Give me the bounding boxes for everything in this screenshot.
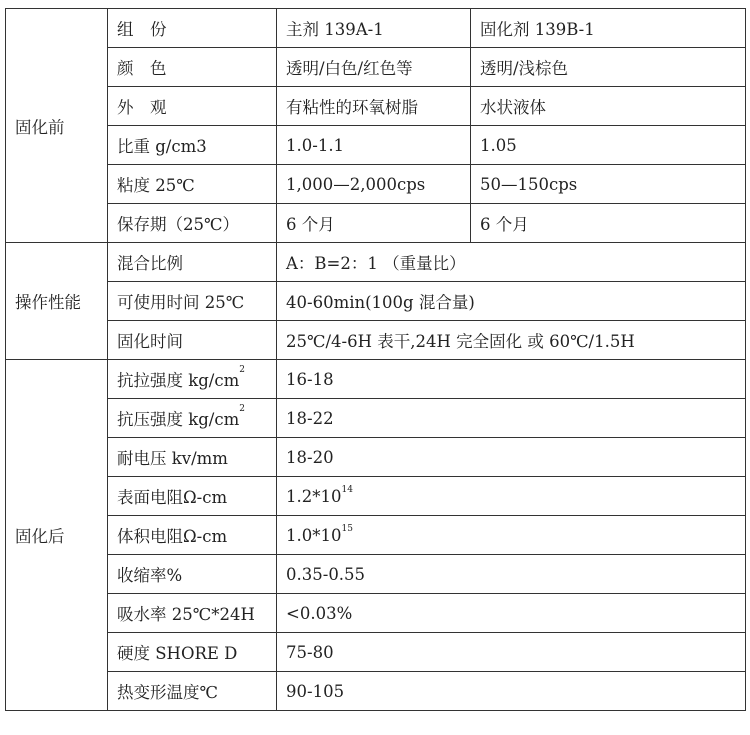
param-cell — [108, 399, 277, 438]
param-cell: 耐电压 kv/mm — [108, 438, 277, 477]
table-row — [6, 633, 746, 672]
param-cell: 热变形温度℃ — [108, 672, 277, 711]
section-label-after-cure: 固化后 — [6, 360, 108, 711]
table-row — [6, 48, 746, 87]
param-cell: 可使用时间 25℃ — [108, 282, 277, 321]
table-row — [6, 165, 746, 204]
param-text: 抗压强度 kg/cm — [117, 410, 240, 429]
value-cell: 75-80 — [277, 633, 746, 672]
param-cell: 组 份 — [108, 9, 277, 48]
table-row — [6, 87, 746, 126]
value-text: 1.2*10 — [286, 486, 342, 506]
param-cell: 硬度 SHORE D — [108, 633, 277, 672]
value-cell — [277, 477, 746, 516]
value-cell: 90-105 — [277, 672, 746, 711]
param-cell: 粘度 25℃ — [108, 165, 277, 204]
param-cell: 保存期（25℃） — [108, 204, 277, 243]
value-cell: 18-22 — [277, 399, 746, 438]
table-row — [6, 672, 746, 711]
value-cell: 40-60min(100g 混合量) — [277, 282, 746, 321]
value-a-cell: 有粘性的环氧树脂 — [277, 87, 471, 126]
table-row — [6, 477, 746, 516]
value-b-cell: 固化剂 139B-1 — [471, 9, 746, 48]
param-superscript: 2 — [239, 404, 245, 414]
table-row — [6, 204, 746, 243]
value-cell: 0.35-0.55 — [277, 555, 746, 594]
value-cell: A：B=2：1 （重量比） — [277, 243, 746, 282]
param-cell: 体积电阻Ω-cm — [108, 516, 277, 555]
table-row — [6, 126, 746, 165]
value-cell: 16-18 — [277, 360, 746, 399]
param-cell: 吸水率 25℃*24H — [108, 594, 277, 633]
section-label-handling: 操作性能 — [6, 243, 108, 360]
value-a-cell: 1.0-1.1 — [277, 126, 471, 165]
param-cell: 外 观 — [108, 87, 277, 126]
table-row — [6, 399, 746, 438]
param-cell — [108, 360, 277, 399]
param-text: 抗拉强度 kg/cm — [117, 371, 240, 390]
value-a-cell: 透明/白色/红色等 — [277, 48, 471, 87]
table-row — [6, 516, 746, 555]
value-a-cell: 1,000—2,000cps — [277, 165, 471, 204]
value-cell: 18-20 — [277, 438, 746, 477]
table-row — [6, 9, 746, 48]
value-cell — [277, 516, 746, 555]
spec-table — [5, 8, 746, 711]
param-cell: 收缩率% — [108, 555, 277, 594]
value-exponent: 15 — [341, 523, 353, 534]
value-text: 1.0*10 — [286, 525, 342, 545]
value-b-cell: 水状液体 — [471, 87, 746, 126]
value-cell: <0.03% — [277, 594, 746, 633]
param-cell: 表面电阻Ω-cm — [108, 477, 277, 516]
table-row — [6, 438, 746, 477]
table-row — [6, 360, 746, 399]
param-cell: 固化时间 — [108, 321, 277, 360]
value-b-cell: 1.05 — [471, 126, 746, 165]
table-row — [6, 243, 746, 282]
table-row — [6, 321, 746, 360]
table-row — [6, 555, 746, 594]
value-a-cell: 6 个月 — [277, 204, 471, 243]
value-a-cell: 主剂 139A-1 — [277, 9, 471, 48]
value-b-cell: 6 个月 — [471, 204, 746, 243]
table-row — [6, 594, 746, 633]
value-b-cell: 50—150cps — [471, 165, 746, 204]
param-cell: 混合比例 — [108, 243, 277, 282]
value-exponent: 14 — [341, 484, 353, 495]
param-cell: 比重 g/cm3 — [108, 126, 277, 165]
param-superscript: 2 — [239, 365, 245, 375]
table-row — [6, 282, 746, 321]
param-cell: 颜 色 — [108, 48, 277, 87]
value-b-cell: 透明/浅棕色 — [471, 48, 746, 87]
value-cell: 25℃/4-6H 表干,24H 完全固化 或 60℃/1.5H — [277, 321, 746, 360]
section-label-before-cure: 固化前 — [6, 9, 108, 243]
